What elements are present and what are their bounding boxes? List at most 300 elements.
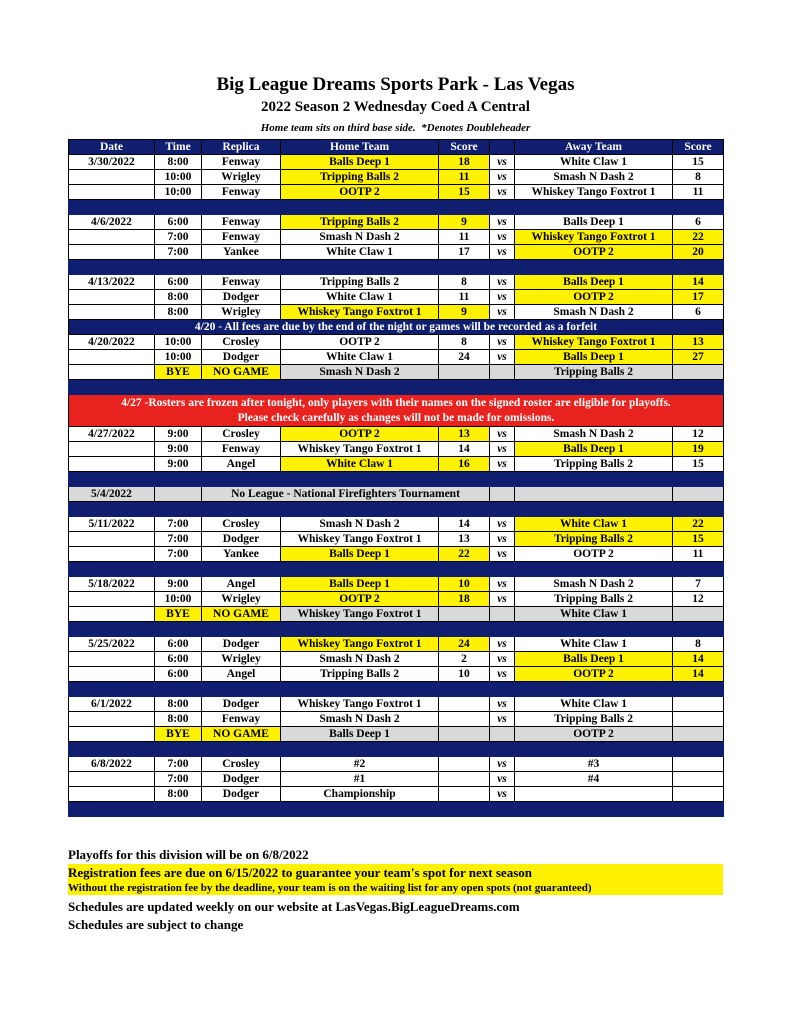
date-cell: [69, 772, 155, 787]
home-score-cell: 10: [439, 667, 490, 682]
home-score-cell: 15: [439, 185, 490, 200]
date-cell: 5/11/2022: [69, 517, 155, 532]
replica-cell: Fenway: [202, 442, 281, 457]
separator-row: [69, 562, 724, 577]
date-cell: 5/25/2022: [69, 637, 155, 652]
date-cell: [69, 607, 155, 622]
table-header-row: [69, 140, 724, 155]
bye-row: [69, 727, 724, 742]
home-team-cell: Whiskey Tango Foxtrot 1: [281, 637, 439, 652]
vs-cell: vs: [490, 547, 515, 562]
replica-cell: Wrigley: [202, 652, 281, 667]
vs-cell: vs: [490, 532, 515, 547]
home-team-cell: OOTP 2: [281, 185, 439, 200]
away-score-cell: 14: [673, 275, 724, 290]
game-row: [69, 667, 724, 682]
game-row: [69, 215, 724, 230]
fees-notice-row: [69, 320, 724, 335]
replica-cell: NO GAME: [202, 607, 281, 622]
away-team-cell: White Claw 1: [515, 697, 673, 712]
fees-notice: 4/20 - All fees are due by the end of the night or games will be recorded as a forfeit: [69, 320, 724, 335]
replica-cell: Dodger: [202, 787, 281, 802]
home-score-cell: 9: [439, 305, 490, 320]
date-cell: [69, 305, 155, 320]
home-team-cell: Whiskey Tango Foxtrot 1: [281, 305, 439, 320]
away-team-cell: Tripping Balls 2: [515, 365, 673, 380]
time-cell: 9:00: [155, 457, 202, 472]
away-team-cell: Whiskey Tango Foxtrot 1: [515, 335, 673, 350]
time-cell: 6:00: [155, 667, 202, 682]
away-team-cell: Whiskey Tango Foxtrot 1: [515, 230, 673, 245]
home-team-cell: Tripping Balls 2: [281, 275, 439, 290]
game-row: [69, 787, 724, 802]
away-team-cell: Smash N Dash 2: [515, 305, 673, 320]
col-header-vs: [490, 140, 515, 155]
away-team-cell: Smash N Dash 2: [515, 170, 673, 185]
seating-note-doubleheader: *Denotes Doubleheader: [421, 122, 531, 134]
separator-cell: [69, 260, 724, 275]
away-score-cell: [673, 697, 724, 712]
home-score-cell: 11: [439, 230, 490, 245]
no-league-text: No League - National Firefighters Tournament: [202, 487, 490, 502]
away-score-cell: 11: [673, 547, 724, 562]
replica-cell: Angel: [202, 577, 281, 592]
game-row: [69, 170, 724, 185]
away-team-cell: Balls Deep 1: [515, 350, 673, 365]
date-cell: [69, 350, 155, 365]
empty-cell: [515, 487, 673, 502]
date-cell: [69, 230, 155, 245]
home-score-cell: 24: [439, 350, 490, 365]
away-team-cell: Balls Deep 1: [515, 652, 673, 667]
away-team-cell: OOTP 2: [515, 547, 673, 562]
vs-cell: vs: [490, 457, 515, 472]
game-row: [69, 772, 724, 787]
replica-cell: Crosley: [202, 517, 281, 532]
separator-cell: [69, 742, 724, 757]
col-header-away-score: Score: [673, 140, 724, 155]
bye-row: [69, 607, 724, 622]
replica-cell: Angel: [202, 457, 281, 472]
seating-note-home: Home team sits on third base side.: [260, 122, 416, 134]
date-cell: [69, 652, 155, 667]
game-row: [69, 230, 724, 245]
home-team-cell: White Claw 1: [281, 245, 439, 260]
replica-cell: Crosley: [202, 757, 281, 772]
away-team-cell: Whiskey Tango Foxtrot 1: [515, 185, 673, 200]
time-cell: 8:00: [155, 787, 202, 802]
away-team-cell: Tripping Balls 2: [515, 532, 673, 547]
separator-row: [69, 380, 724, 395]
date-cell: [69, 547, 155, 562]
bye-row: [69, 365, 724, 380]
away-score-cell: [673, 712, 724, 727]
away-team-cell: Tripping Balls 2: [515, 457, 673, 472]
home-team-cell: Smash N Dash 2: [281, 365, 439, 380]
vs-cell: vs: [490, 350, 515, 365]
game-row: [69, 275, 724, 290]
time-cell: 6:00: [155, 275, 202, 290]
vs-cell: vs: [490, 427, 515, 442]
col-header-time: Time: [155, 140, 202, 155]
home-team-cell: Smash N Dash 2: [281, 712, 439, 727]
away-score-cell: [673, 772, 724, 787]
home-score-cell: 13: [439, 532, 490, 547]
time-cell: 9:00: [155, 427, 202, 442]
time-cell: 10:00: [155, 170, 202, 185]
home-score-cell: 9: [439, 215, 490, 230]
game-row: [69, 532, 724, 547]
home-team-cell: Balls Deep 1: [281, 547, 439, 562]
away-score-cell: 19: [673, 442, 724, 457]
away-team-cell: Smash N Dash 2: [515, 577, 673, 592]
home-team-cell: OOTP 2: [281, 335, 439, 350]
replica-cell: Wrigley: [202, 305, 281, 320]
vs-cell: vs: [490, 757, 515, 772]
away-team-cell: Balls Deep 1: [515, 275, 673, 290]
date-cell: [69, 457, 155, 472]
home-team-cell: Tripping Balls 2: [281, 215, 439, 230]
time-cell: 10:00: [155, 592, 202, 607]
seating-note: [0, 122, 791, 134]
date-cell: [69, 727, 155, 742]
away-team-cell: OOTP 2: [515, 727, 673, 742]
time-cell: 9:00: [155, 442, 202, 457]
home-team-cell: OOTP 2: [281, 427, 439, 442]
time-cell: 6:00: [155, 637, 202, 652]
home-team-cell: Balls Deep 1: [281, 727, 439, 742]
time-cell: 10:00: [155, 335, 202, 350]
replica-cell: NO GAME: [202, 727, 281, 742]
home-score-cell: 22: [439, 547, 490, 562]
away-team-cell: OOTP 2: [515, 245, 673, 260]
home-team-cell: Tripping Balls 2: [281, 667, 439, 682]
vs-cell: vs: [490, 787, 515, 802]
time-cell: 8:00: [155, 712, 202, 727]
away-team-cell: OOTP 2: [515, 290, 673, 305]
time-cell: 7:00: [155, 772, 202, 787]
col-header-home-score: Score: [439, 140, 490, 155]
away-score-cell: [673, 787, 724, 802]
time-cell: 7:00: [155, 757, 202, 772]
time-cell: 6:00: [155, 652, 202, 667]
home-team-cell: OOTP 2: [281, 592, 439, 607]
replica-cell: Crosley: [202, 427, 281, 442]
date-cell: 5/18/2022: [69, 577, 155, 592]
game-row: [69, 652, 724, 667]
vs-cell: vs: [490, 772, 515, 787]
page-title: Big League Dreams Sports Park - Las Vegas: [216, 74, 575, 95]
home-score-cell: 18: [439, 155, 490, 170]
game-row: [69, 245, 724, 260]
vs-cell: [490, 607, 515, 622]
separator-cell: [69, 502, 724, 517]
replica-cell: Dodger: [202, 697, 281, 712]
away-score-cell: 15: [673, 532, 724, 547]
home-score-cell: 10: [439, 577, 490, 592]
col-header-home: Home Team: [281, 140, 439, 155]
website-note: Schedules are updated weekly on our website at LasVegas.BigLeagueDreams.com: [68, 899, 520, 914]
empty-cell: [155, 487, 202, 502]
away-team-cell: Tripping Balls 2: [515, 712, 673, 727]
time-cell: 8:00: [155, 290, 202, 305]
game-row: [69, 442, 724, 457]
separator-cell: [69, 682, 724, 697]
home-score-cell: [439, 772, 490, 787]
home-score-cell: [439, 712, 490, 727]
no-league-row: [69, 487, 724, 502]
game-row: [69, 185, 724, 200]
page-subtitle: 2022 Season 2 Wednesday Coed A Central: [261, 99, 530, 115]
game-row: [69, 427, 724, 442]
away-team-cell: #4: [515, 772, 673, 787]
date-cell: [69, 532, 155, 547]
vs-cell: vs: [490, 155, 515, 170]
vs-cell: vs: [490, 275, 515, 290]
home-team-cell: #2: [281, 757, 439, 772]
away-team-cell: White Claw 1: [515, 637, 673, 652]
date-cell: 4/13/2022: [69, 275, 155, 290]
away-score-cell: 27: [673, 350, 724, 365]
home-team-cell: Whiskey Tango Foxtrot 1: [281, 442, 439, 457]
home-score-cell: 8: [439, 335, 490, 350]
away-score-cell: 14: [673, 652, 724, 667]
game-row: [69, 697, 724, 712]
game-row: [69, 547, 724, 562]
home-score-cell: 24: [439, 637, 490, 652]
time-cell: 7:00: [155, 517, 202, 532]
home-team-cell: White Claw 1: [281, 457, 439, 472]
date-cell: 4/6/2022: [69, 215, 155, 230]
home-score-cell: [439, 787, 490, 802]
date-cell: [69, 290, 155, 305]
separator-row: [69, 472, 724, 487]
time-cell: 10:00: [155, 350, 202, 365]
away-score-cell: 17: [673, 290, 724, 305]
game-row: [69, 350, 724, 365]
col-header-replica: Replica: [202, 140, 281, 155]
roster-alert: [69, 395, 724, 427]
date-cell: 3/30/2022: [69, 155, 155, 170]
away-score-cell: [673, 607, 724, 622]
vs-cell: vs: [490, 517, 515, 532]
replica-cell: Fenway: [202, 275, 281, 290]
away-team-cell: OOTP 2: [515, 667, 673, 682]
vs-cell: vs: [490, 230, 515, 245]
home-score-cell: 14: [439, 517, 490, 532]
away-team-cell: Tripping Balls 2: [515, 592, 673, 607]
game-row: [69, 517, 724, 532]
home-score-cell: 18: [439, 592, 490, 607]
away-score-cell: [673, 757, 724, 772]
game-row: [69, 155, 724, 170]
time-cell: 8:00: [155, 305, 202, 320]
home-score-cell: 11: [439, 170, 490, 185]
game-row: [69, 335, 724, 350]
home-score-cell: 8: [439, 275, 490, 290]
time-cell: 10:00: [155, 185, 202, 200]
away-team-cell: [515, 787, 673, 802]
col-header-away: Away Team: [515, 140, 673, 155]
separator-cell: [69, 472, 724, 487]
date-cell: [69, 787, 155, 802]
date-cell: 5/4/2022: [69, 487, 155, 502]
away-score-cell: 15: [673, 457, 724, 472]
replica-cell: Angel: [202, 667, 281, 682]
vs-cell: vs: [490, 335, 515, 350]
date-cell: [69, 170, 155, 185]
replica-cell: Dodger: [202, 772, 281, 787]
away-score-cell: 8: [673, 637, 724, 652]
home-team-cell: Tripping Balls 2: [281, 170, 439, 185]
time-cell: 7:00: [155, 532, 202, 547]
replica-cell: Dodger: [202, 637, 281, 652]
away-score-cell: [673, 727, 724, 742]
separator-cell: [69, 622, 724, 637]
time-cell: BYE: [155, 727, 202, 742]
away-score-cell: 8: [673, 170, 724, 185]
col-header-date: Date: [69, 140, 155, 155]
replica-cell: Fenway: [202, 155, 281, 170]
away-score-cell: [673, 365, 724, 380]
separator-cell: [69, 380, 724, 395]
home-score-cell: 16: [439, 457, 490, 472]
vs-cell: vs: [490, 577, 515, 592]
date-cell: 6/1/2022: [69, 697, 155, 712]
separator-row: [69, 200, 724, 215]
away-score-cell: 11: [673, 185, 724, 200]
vs-cell: vs: [490, 245, 515, 260]
away-team-cell: Balls Deep 1: [515, 215, 673, 230]
home-score-cell: 2: [439, 652, 490, 667]
vs-cell: vs: [490, 290, 515, 305]
game-row: [69, 290, 724, 305]
home-score-cell: 13: [439, 427, 490, 442]
game-row: [69, 637, 724, 652]
vs-cell: vs: [490, 652, 515, 667]
away-team-cell: White Claw 1: [515, 155, 673, 170]
date-cell: [69, 667, 155, 682]
away-score-cell: 6: [673, 215, 724, 230]
home-score-cell: [439, 727, 490, 742]
separator-cell: [69, 200, 724, 215]
game-row: [69, 457, 724, 472]
home-team-cell: Whiskey Tango Foxtrot 1: [281, 697, 439, 712]
date-cell: 4/20/2022: [69, 335, 155, 350]
home-team-cell: Smash N Dash 2: [281, 652, 439, 667]
time-cell: 8:00: [155, 697, 202, 712]
vs-cell: [490, 365, 515, 380]
away-score-cell: 14: [673, 667, 724, 682]
vs-cell: vs: [490, 712, 515, 727]
away-team-cell: White Claw 1: [515, 607, 673, 622]
vs-cell: vs: [490, 637, 515, 652]
separator-row: [69, 260, 724, 275]
home-team-cell: White Claw 1: [281, 350, 439, 365]
time-cell: 6:00: [155, 215, 202, 230]
away-team-cell: Smash N Dash 2: [515, 427, 673, 442]
date-cell: 4/27/2022: [69, 427, 155, 442]
time-cell: 8:00: [155, 155, 202, 170]
home-team-cell: Smash N Dash 2: [281, 517, 439, 532]
replica-cell: Wrigley: [202, 592, 281, 607]
roster-alert-line2: Please check carefully as changes will not be made for omissions.: [237, 411, 555, 424]
date-cell: [69, 712, 155, 727]
replica-cell: Yankee: [202, 547, 281, 562]
home-score-cell: [439, 365, 490, 380]
home-team-cell: Championship: [281, 787, 439, 802]
replica-cell: Crosley: [202, 335, 281, 350]
separator-row: [69, 802, 724, 817]
away-score-cell: 7: [673, 577, 724, 592]
registration-note: Registration fees are due on 6/15/2022 to guarantee your team's spot for next season: [68, 864, 723, 881]
date-cell: [69, 365, 155, 380]
vs-cell: vs: [490, 697, 515, 712]
home-team-cell: White Claw 1: [281, 290, 439, 305]
away-team-cell: Balls Deep 1: [515, 442, 673, 457]
away-score-cell: 6: [673, 305, 724, 320]
separator-cell: [69, 562, 724, 577]
home-score-cell: [439, 607, 490, 622]
vs-cell: vs: [490, 667, 515, 682]
separator-row: [69, 742, 724, 757]
away-team-cell: #3: [515, 757, 673, 772]
game-row: [69, 577, 724, 592]
away-score-cell: 12: [673, 592, 724, 607]
playoffs-note: Playoffs for this division will be on 6/8/2022: [68, 847, 309, 862]
separator-row: [69, 682, 724, 697]
vs-cell: vs: [490, 170, 515, 185]
away-score-cell: 22: [673, 517, 724, 532]
vs-cell: vs: [490, 185, 515, 200]
separator-row: [69, 622, 724, 637]
vs-cell: vs: [490, 442, 515, 457]
game-row: [69, 305, 724, 320]
replica-cell: Dodger: [202, 290, 281, 305]
time-cell: 7:00: [155, 547, 202, 562]
game-row: [69, 592, 724, 607]
home-score-cell: 17: [439, 245, 490, 260]
home-score-cell: [439, 757, 490, 772]
date-cell: [69, 245, 155, 260]
vs-cell: vs: [490, 305, 515, 320]
home-team-cell: Whiskey Tango Foxtrot 1: [281, 532, 439, 547]
replica-cell: Fenway: [202, 230, 281, 245]
home-team-cell: Smash N Dash 2: [281, 230, 439, 245]
time-cell: 7:00: [155, 245, 202, 260]
replica-cell: NO GAME: [202, 365, 281, 380]
change-note: Schedules are subject to change: [68, 917, 244, 932]
vs-cell: vs: [490, 215, 515, 230]
away-score-cell: 12: [673, 427, 724, 442]
roster-alert-line1: 4/27 -Rosters are frozen after tonight, only players with their names on the signed roster are eligible for playoffs.: [121, 396, 671, 409]
empty-cell: [673, 487, 724, 502]
home-score-cell: 14: [439, 442, 490, 457]
roster-alert-row: [69, 395, 724, 427]
replica-cell: Fenway: [202, 185, 281, 200]
vs-cell: [490, 727, 515, 742]
schedule-table: [68, 139, 724, 817]
time-cell: 7:00: [155, 230, 202, 245]
away-score-cell: 13: [673, 335, 724, 350]
vs-cell: vs: [490, 592, 515, 607]
away-score-cell: 15: [673, 155, 724, 170]
replica-cell: Yankee: [202, 245, 281, 260]
empty-cell: [490, 487, 515, 502]
replica-cell: Wrigley: [202, 170, 281, 185]
replica-cell: Fenway: [202, 712, 281, 727]
home-score-cell: 11: [439, 290, 490, 305]
